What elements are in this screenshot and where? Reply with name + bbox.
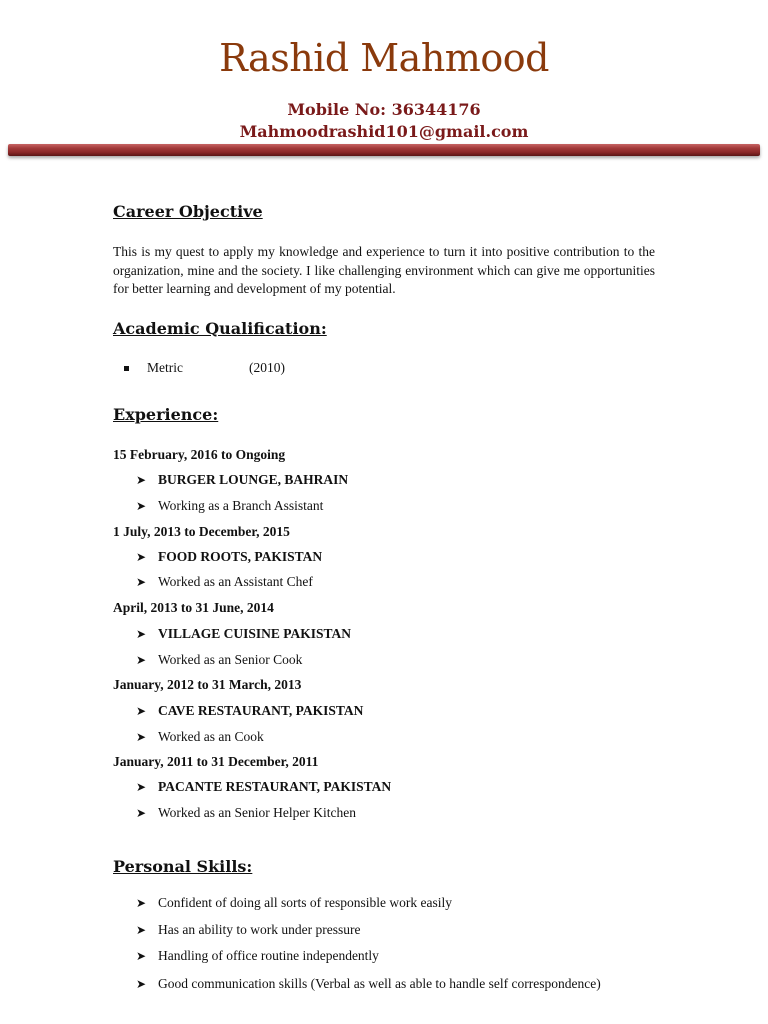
experience-period: 15 February, 2016 to Ongoing — [113, 447, 286, 462]
experience-company: VILLAGE CUISINE PAKISTAN — [158, 626, 352, 641]
experience-role: Worked as an Assistant Chef — [158, 574, 313, 589]
experience-company: BURGER LOUNGE, BAHRAIN — [158, 472, 349, 487]
experience-role: Worked as an Senior Helper Kitchen — [158, 805, 356, 820]
arrow-bullet-icon: ➤ — [136, 730, 147, 744]
experience-period: April, 2013 to 31 June, 2014 — [113, 600, 274, 615]
experience-company: CAVE RESTAURANT, PAKISTAN — [158, 703, 364, 718]
header-divider — [8, 144, 760, 156]
email-address: Mahmoodrashid101@gmail.com — [239, 122, 529, 141]
experience-period: January, 2012 to 31 March, 2013 — [113, 677, 302, 692]
arrow-bullet-icon: ➤ — [136, 653, 147, 667]
arrow-bullet-icon: ➤ — [136, 977, 147, 991]
arrow-bullet-icon: ➤ — [136, 575, 147, 589]
arrow-bullet-icon: ➤ — [136, 806, 147, 820]
experience-period: 1 July, 2013 to December, 2015 — [113, 524, 290, 539]
skill-item: Handling of office routine independently — [158, 948, 379, 963]
experience-period: January, 2011 to 31 December, 2011 — [113, 754, 319, 769]
arrow-bullet-icon: ➤ — [136, 473, 147, 487]
arrow-bullet-icon: ➤ — [136, 627, 147, 641]
mobile-number: Mobile No: 36344176 — [287, 100, 481, 119]
academic-heading: Academic Qualification: — [113, 319, 327, 338]
skill-item: Has an ability to work under pressure — [158, 922, 361, 937]
experience-role: Worked as an Senior Cook — [158, 652, 303, 667]
experience-role: Worked as an Cook — [158, 729, 264, 744]
skill-item: Good communication skills (Verbal as well as able to handle self correspondence) — [158, 976, 601, 991]
experience-heading: Experience: — [113, 405, 219, 424]
arrow-bullet-icon: ➤ — [136, 896, 147, 910]
resume-name: Rashid Mahmood — [219, 36, 549, 80]
experience-company: PACANTE RESTAURANT, PAKISTAN — [158, 779, 392, 794]
career-objective-heading: Career Objective — [113, 202, 263, 221]
career-objective-text: This is my quest to apply my knowledge and experience to turn it into positive contribution to the organization, mine and the society. I like challenging environment which can give me opportunities for better learning and development of my potential. — [113, 244, 655, 296]
arrow-bullet-icon: ➤ — [136, 949, 147, 963]
arrow-bullet-icon: ➤ — [136, 704, 147, 718]
square-bullet-icon — [124, 366, 129, 371]
arrow-bullet-icon: ➤ — [136, 550, 147, 564]
experience-company: FOOD ROOTS, PAKISTAN — [158, 549, 323, 564]
skill-item: Confident of doing all sorts of responsible work easily — [158, 895, 452, 910]
arrow-bullet-icon: ➤ — [136, 923, 147, 937]
arrow-bullet-icon: ➤ — [136, 780, 147, 794]
academic-item-name: Metric — [147, 360, 183, 375]
academic-item-year: (2010) — [249, 360, 285, 375]
arrow-bullet-icon: ➤ — [136, 499, 147, 513]
personal-skills-heading: Personal Skills: — [113, 857, 253, 876]
experience-role: Working as a Branch Assistant — [158, 498, 324, 513]
